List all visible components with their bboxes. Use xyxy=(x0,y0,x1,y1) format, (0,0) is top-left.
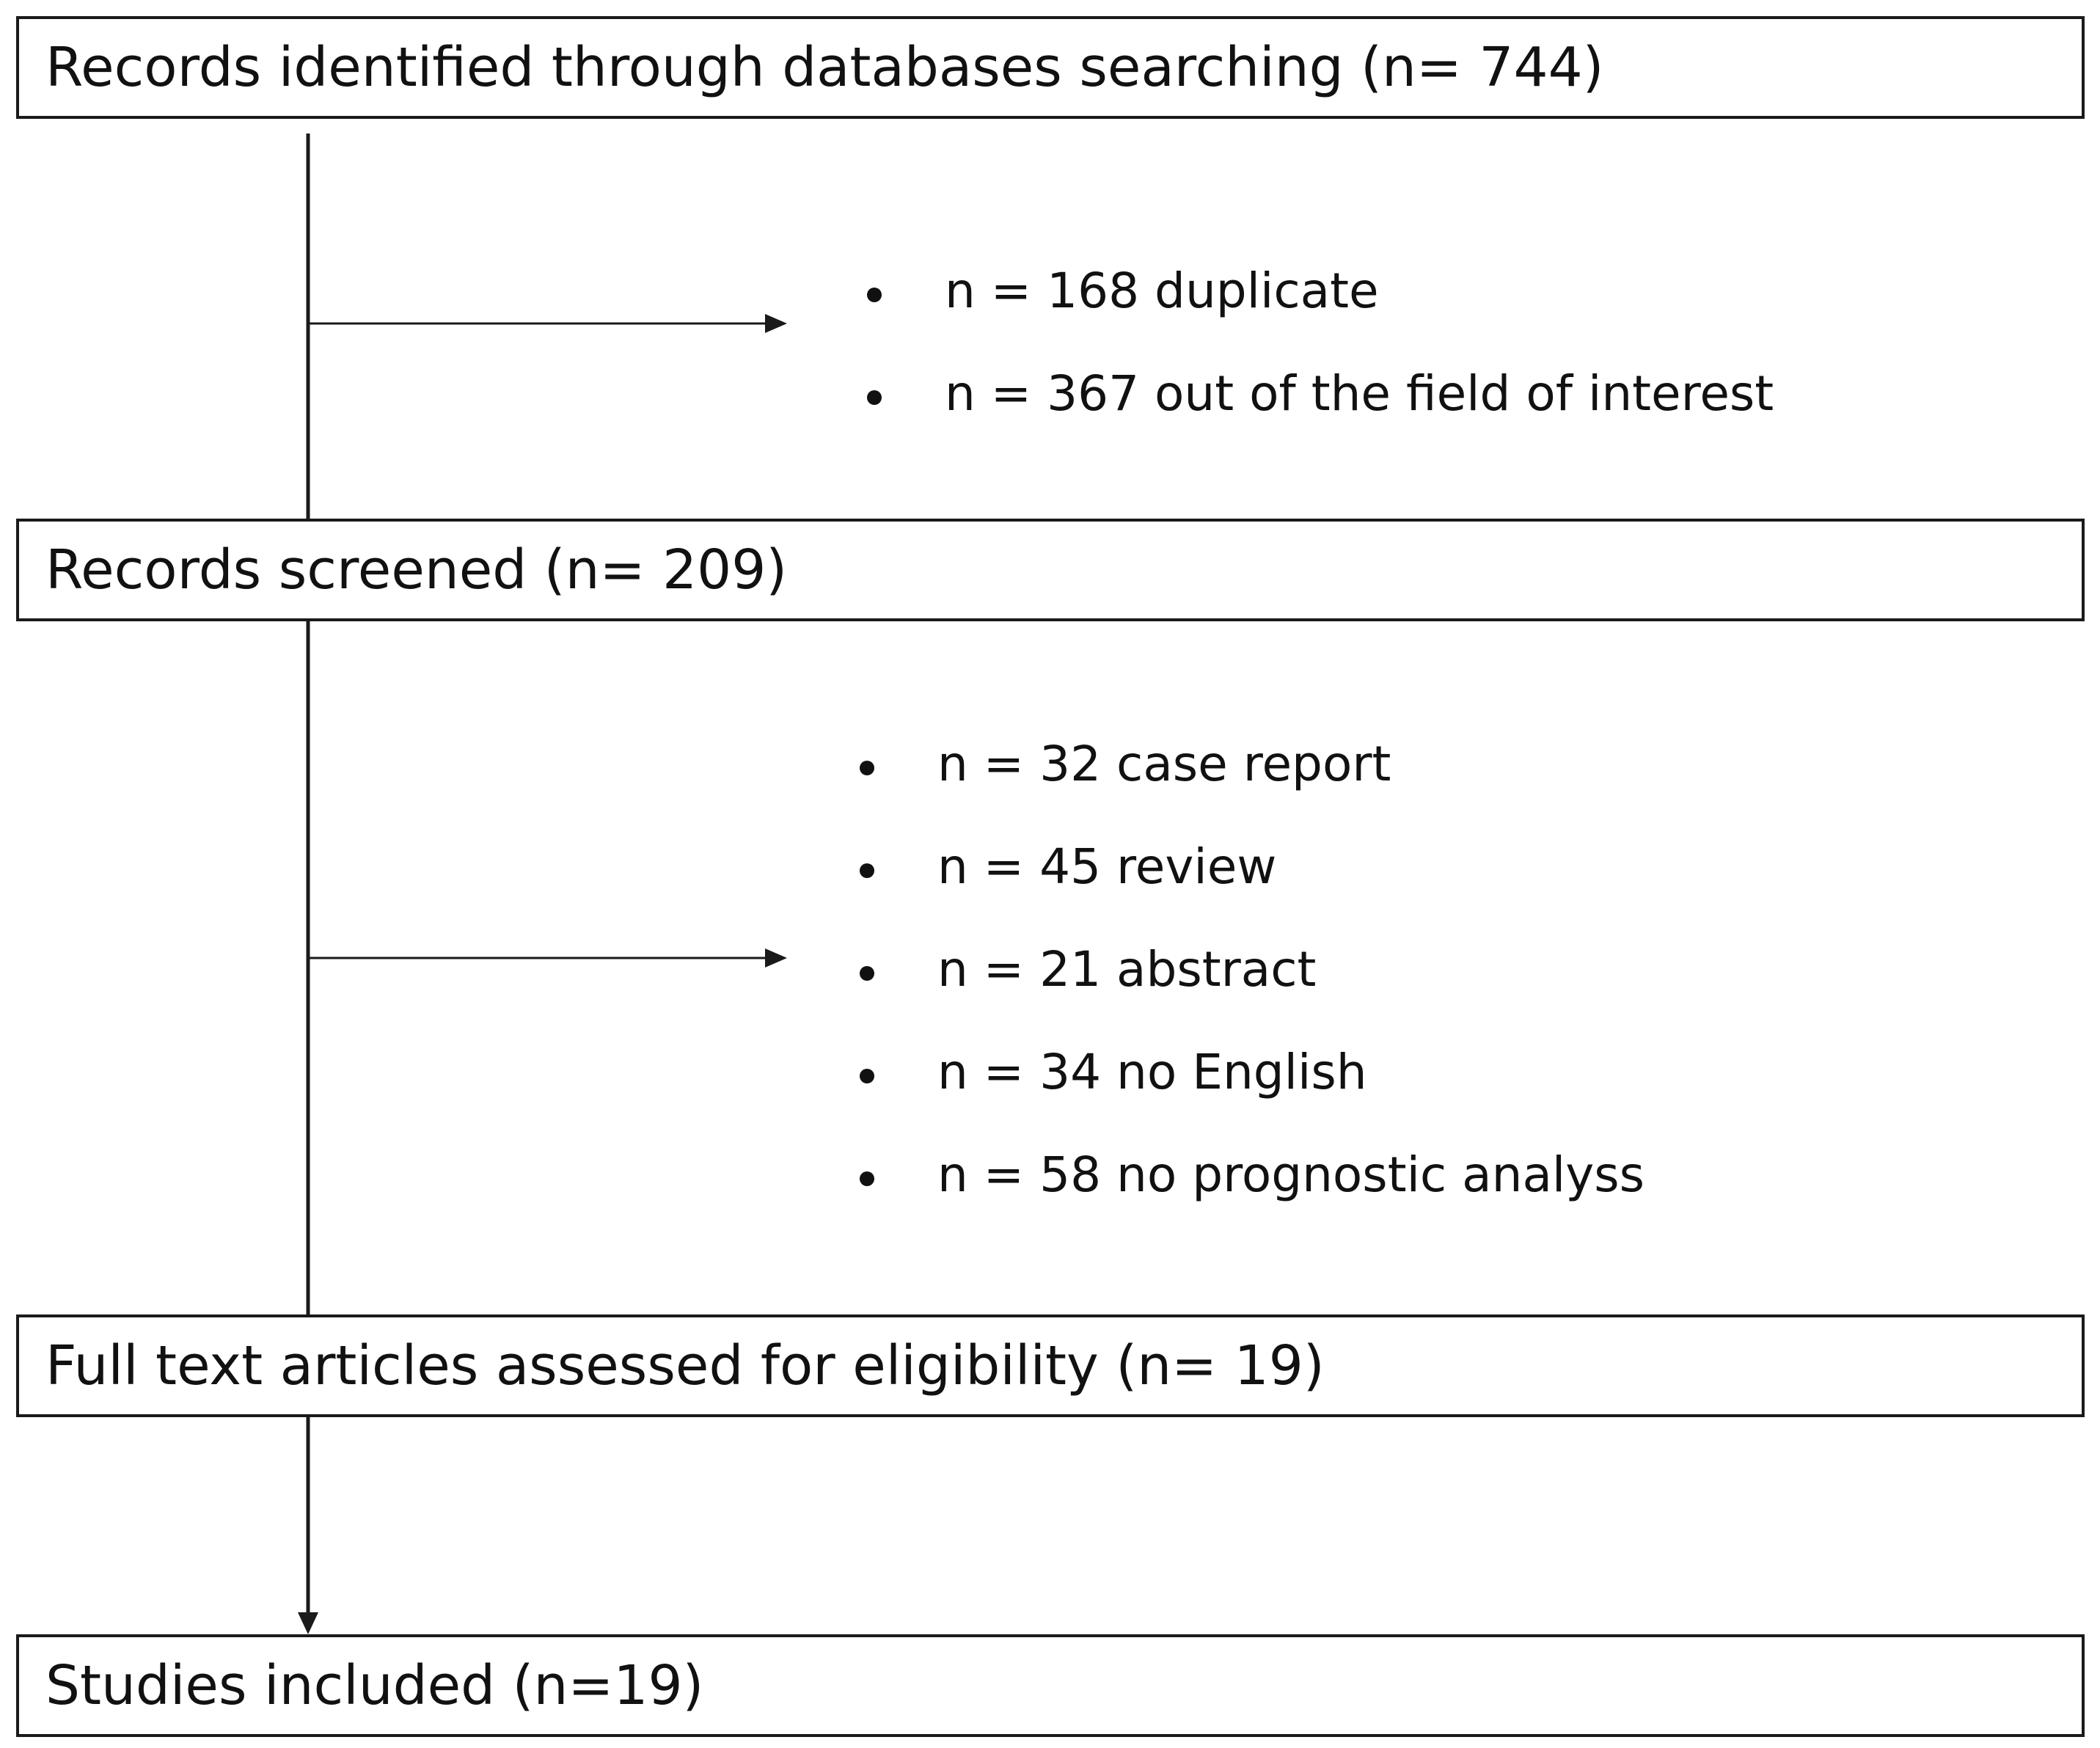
exclusion-item xyxy=(864,263,1774,365)
exclusion-item-text: n = 34 no English xyxy=(937,1044,1367,1100)
stage-label-included: Studies included (n=19) xyxy=(45,1654,704,1717)
exclusion-list-identified xyxy=(864,263,1774,468)
bullet-icon xyxy=(867,288,882,302)
exclusion-item-text: n = 168 duplicate xyxy=(945,263,1379,319)
exclusion-item xyxy=(857,838,1644,941)
bullet-icon xyxy=(860,1171,874,1186)
exclusion-item-text: n = 21 abstract xyxy=(937,941,1317,998)
exclusion-item xyxy=(857,941,1644,1044)
bullet-icon xyxy=(860,863,874,878)
stage-box-screened xyxy=(16,519,2085,621)
stage-label-screened: Records screened (n= 209) xyxy=(45,538,788,601)
stage-box-included xyxy=(16,1634,2085,1737)
exclusion-item-text: n = 45 review xyxy=(937,838,1277,895)
exclusion-item xyxy=(857,736,1644,838)
exclusion-item-text: n = 58 no prognostic analyss xyxy=(937,1147,1645,1203)
stage-label-identified: Records identified through databases searching (n= 744) xyxy=(45,36,1604,99)
bullet-icon xyxy=(860,761,874,775)
exclusion-list-screened xyxy=(857,736,1644,1249)
exclusion-item xyxy=(864,365,1774,468)
arrowhead-to-included xyxy=(298,1612,318,1634)
stage-box-full-text xyxy=(16,1314,2085,1417)
bullet-icon xyxy=(860,966,874,981)
bullet-icon xyxy=(860,1069,874,1083)
exclusion-item xyxy=(857,1147,1644,1249)
exclusion-item-text: n = 32 case report xyxy=(937,736,1391,792)
exclusion-item-text: n = 367 out of the field of interest xyxy=(945,365,1774,422)
exclusion-item xyxy=(857,1044,1644,1147)
branch-arrowhead-1 xyxy=(765,314,787,333)
branch-arrowhead-2 xyxy=(765,948,787,968)
bullet-icon xyxy=(867,390,882,405)
stage-label-full-text: Full text articles assessed for eligibility (n= 19) xyxy=(45,1334,1325,1397)
stage-box-identified xyxy=(16,16,2085,119)
